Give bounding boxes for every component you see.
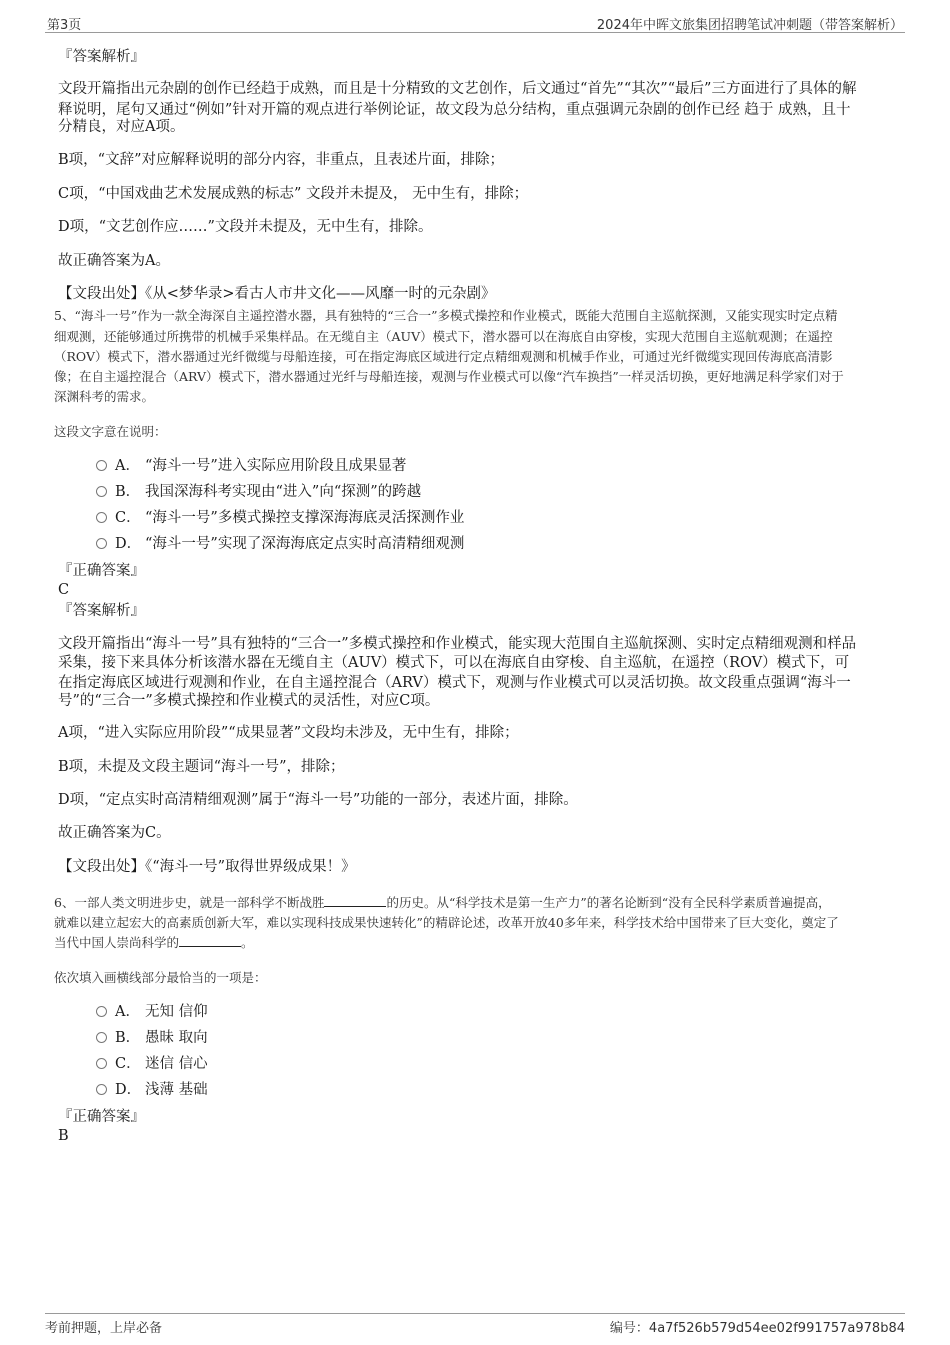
q4-conclusion: 故正确答案为A。 [58,253,170,269]
q4-analysis-heading: 『答案解析』 [58,49,145,65]
q5-analysis-line: 文段开篇指出“海斗一号”具有独特的“三合一”多模式操控和作业模式，能实现大范围自主巡航探测、实时定点精细观测和样品 [58,636,857,652]
q6-option-d[interactable] [96,1079,208,1101]
q5-analysis-heading: 『答案解析』 [58,603,145,619]
q6-option-b[interactable] [96,1027,208,1049]
q6-answer-heading: 『正确答案』 [58,1109,145,1125]
option-letter: C． [115,1056,141,1072]
q5-option-b[interactable] [96,481,421,503]
q4-option-c-analysis: C项，“中国戏曲艺术发展成熟的标志” 文段并未提及， 无中生有，排除； [58,186,529,202]
q4-analysis-line: 文段开篇指出元杂剧的创作已经趋于成熟，而且是十分精致的文艺创作，后文通过“首先”“其次”“最后”三方面进行了具体的解 [58,81,857,97]
q5-answer: C [58,582,70,598]
q5-stem-line: 细观测，还能够通过所携带的机械手采集样品。在无缆自主（AUV）模式下，潜水器可以在海底自由穿梭，实现大范围自主巡航观测；在遥控 [54,329,833,344]
option-letter: A． [115,458,140,474]
q4-analysis-line: 分精良，对应A项。 [58,119,185,135]
q5-answer-heading: 『正确答案』 [58,563,145,579]
stem-text: 当代中国人崇尚科学的 [54,935,180,950]
radio-button[interactable] [96,486,107,497]
option-text: “海斗一号”进入实际应用阶段且成果显著 [145,458,407,474]
fill-blank-1 [324,894,386,907]
stem-text: 的历史。从“科学技术是第一生产力”的著名论断到“没有全民科学素质普遍提高， [386,895,831,910]
radio-button[interactable] [96,1058,107,1069]
option-text: “海斗一号”多模式操控支撑深海海底灵活探测作业 [145,510,465,526]
q6-option-c[interactable] [96,1053,208,1075]
q4-source: 【文段出处】《从<梦华录>看古人市井文化——风靡一时的元杂剧》 [58,286,496,302]
q6-stem-line [54,932,254,953]
q6-stem-line: 就难以建立起宏大的高素质创新大军，难以实现科技成果快速转化”的精辟论述，改革开放40多年来，科学技术给中国带来了巨大变化，奠定了 [54,915,839,930]
option-text: 迷信 信心 [145,1056,208,1072]
page-footer [45,1313,905,1336]
q5-stem-line: 5、“海斗一号”作为一款全海深自主遥控潜水器，具有独特的“三合一”多模式操控和作业模式，既能大范围自主巡航探测，又能实现实时定点精 [54,308,838,323]
page-number: 第3页 [47,18,82,33]
stem-text: 。 [241,935,254,950]
radio-button[interactable] [96,1006,107,1017]
q5-conclusion: 故正确答案为C。 [58,825,171,841]
option-letter: B． [115,484,141,500]
q5-stem-line: 深渊科考的需求。 [54,389,155,404]
radio-button[interactable] [96,1032,107,1043]
q5-stem-line: （ROV）模式下，潜水器通过光纤微缆与母船连接，可在指定海底区域进行定点精细观测和机械手作业，可通过光纤微缆实现回传海底高清影 [54,349,833,364]
stem-text: 6、一部人类文明进步史，就是一部科学不断战胜 [54,895,325,910]
radio-button[interactable] [96,538,107,549]
q5-analysis-line: 在指定海底区域进行观测和作业，在自主遥控混合（ARV）模式下，观测与作业模式可以灵活切换。故文段重点强调“海斗一 [58,675,851,691]
option-text: “海斗一号”实现了深海海底定点实时高清精细观测 [145,536,465,552]
option-letter: A． [115,1004,140,1020]
option-text: 无知 信仰 [145,1004,208,1020]
q6-option-a[interactable] [96,1001,208,1023]
q5-option-c[interactable] [96,507,464,529]
q6-answer: B [58,1128,69,1144]
q5-option-d[interactable] [96,533,464,555]
q5-analysis-line: 号”的“三合一”多模式操控和作业模式的灵活性，对应C项。 [58,693,440,709]
option-text: 我国深海科考实现由“进入”向“探测”的跨越 [145,484,422,500]
q5-analysis-line: 采集，接下来具体分析该潜水器在无缆自主（AUV）模式下，可以在海底自由穿梭、自主巡航，在遥控（ROV）模式下，可 [58,655,850,671]
footer-slogan: 考前押题，上岸必备 [45,1321,163,1336]
option-text: 愚昧 取向 [145,1030,208,1046]
q4-analysis-line: 释说明，尾句又通过“例如”针对开篇的观点进行举例论证，故文段为总分结构，重点强调元杂剧的创作已经 趋于 成熟，且十 [58,102,851,118]
q4-option-b-analysis: B项，“文辞”对应解释说明的部分内容，非重点，且表述片面，排除； [58,152,504,168]
q5-prompt: 这段文字意在说明： [54,424,167,439]
q5-option-a-analysis: A项，“进入实际应用阶段”“成果显著”文段均未涉及，无中生有，排除； [58,725,519,741]
footer-serial: 编号：4a7f526b579d54ee02f991757a978b84 [609,1321,905,1336]
option-letter: B． [115,1030,141,1046]
q5-option-d-analysis: D项，“定点实时高清精细观测”属于“海斗一号”功能的一部分，表述片面，排除。 [58,792,578,808]
q4-option-d-analysis: D项，“文艺创作应……”文段并未提及，无中生有，排除。 [58,219,433,235]
radio-button[interactable] [96,1084,107,1095]
q6-prompt: 依次填入画横线部分最恰当的一项是： [54,970,267,985]
option-letter: D． [115,536,142,552]
option-text: 浅薄 基础 [145,1082,208,1098]
option-letter: C． [115,510,141,526]
q5-option-a[interactable] [96,455,406,477]
document-title: 2024年中晖文旅集团招聘笔试冲刺题（带答案解析） [596,18,903,33]
option-letter: D． [115,1082,142,1098]
radio-button[interactable] [96,460,107,471]
fill-blank-2 [179,934,241,947]
q5-stem-line: 像；在自主遥控混合（ARV）模式下，潜水器通过光纤与母船连接，观测与作业模式可以像“汽车换挡”一样灵活切换，更好地满足科学家们对于 [54,369,844,384]
q5-option-b-analysis: B项，未提及文段主题词“海斗一号”，排除； [58,759,345,775]
page-header [45,14,905,33]
radio-button[interactable] [96,512,107,523]
q5-source: 【文段出处】《“海斗一号”取得世界级成果！》 [58,859,356,875]
q6-stem-line [54,892,831,913]
